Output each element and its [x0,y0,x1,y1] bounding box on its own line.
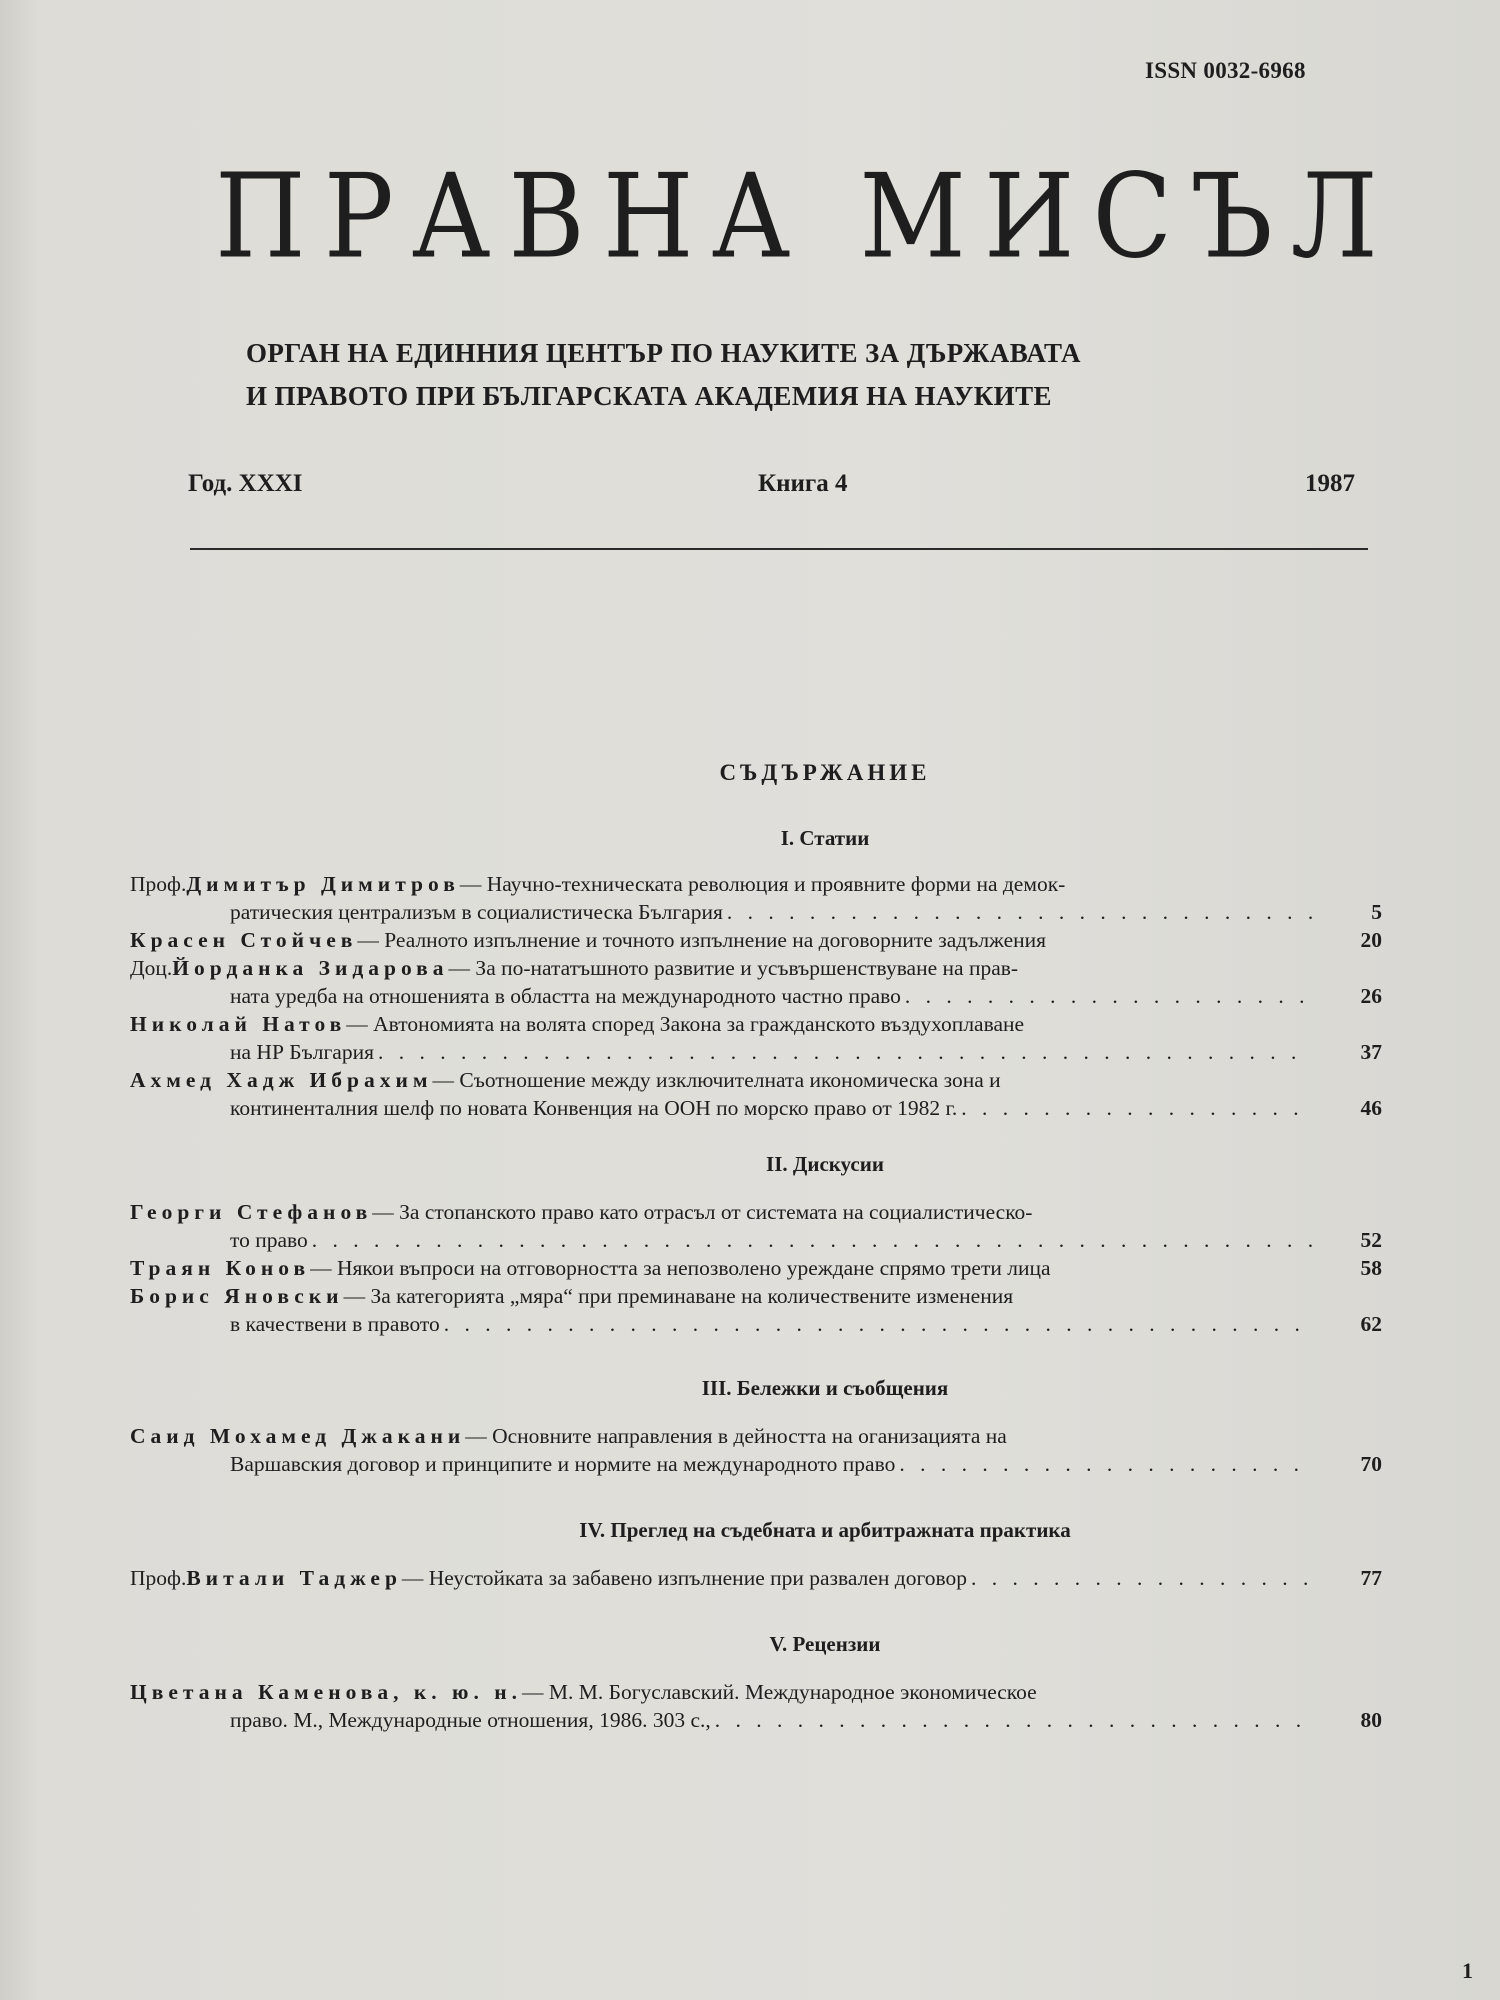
entry-author: Ахмед Хадж Ибрахим [130,1068,433,1092]
section-title: I. Статии [780,826,870,850]
volume-label: Год. XXXI [188,470,303,497]
toc-entry[interactable]: Ахмед Хадж Ибрахим — Съотношение между изключителната икономическа зона и континенталния шелф по новата Конвенция на ООН по морско право от 1982 г. . . . 46 [130,1066,1382,1122]
journal-subtitle [246,332,1081,418]
entry-page: 52 [1360,1228,1382,1252]
entry-page: 77 [1360,1566,1382,1590]
toc-entry[interactable]: Цветана Каменова, к. ю. н. — М. М. Богуславский. Международное экономическое право. М., Международные отношения, 1986. 303 с., . . . 80 [130,1678,1382,1734]
journal-title: ПРАВНА МИСЪЛ [215,148,1396,285]
entry-page: 70 [1360,1452,1382,1476]
section-title: III. Бележки и съобщения [701,1376,949,1400]
entry-author: Саид Мохамед Джакани [130,1424,466,1448]
toc-entry[interactable]: Траян Конов — Някои въпроси на отговорността за непозволено уреждане спрямо трети лица 58 [130,1256,1382,1280]
entry-author: Димитър Димитров [186,872,460,896]
entry-author: Борис Яновски [130,1284,344,1308]
entry-author: Красен Стойчев [130,928,358,952]
contents-heading: СЪДЪРЖАНИЕ [719,760,931,785]
header-divider [190,548,1368,550]
entry-page: 80 [1360,1708,1382,1732]
toc-entry[interactable]: Саид Мохамед Джакани — Основните направления в дейността на оганизацията на Варшавския договор и принципите и нормите на международното право . . . 70 [130,1422,1382,1478]
toc-entry[interactable]: Георги Стефанов — За стопанското право като отрасъл от системата на социалистическо- то право . . . 52 [130,1198,1382,1254]
entry-author: Николай Натов [130,1012,347,1036]
entry-author: Траян Конов [130,1256,311,1280]
entry-author: Витали Таджер [186,1566,402,1590]
entry-page: 58 [1360,1256,1382,1280]
issn: ISSN 0032-6968 [1145,58,1306,83]
toc-entry[interactable]: Борис Яновски — За категорията „мяра“ при преминаване на количествените изменения в качествени в правото . . . 62 [130,1282,1382,1338]
entry-page: 62 [1360,1312,1382,1336]
toc-entry[interactable]: Доц. Йорданка Зидарова — За по-нататъшното развитие и усъвършенствуване на прав- ната уредба на отношенията в областта на международното частно право . . . 26 [130,954,1382,1010]
entry-page: 46 [1360,1096,1382,1120]
book-label: Книга 4 [758,470,848,497]
section-title: II. Дискусии [766,1152,884,1176]
year-label: 1987 [1305,470,1355,497]
toc-entry[interactable]: Проф. Витали Таджер — Неустойката за забавено изпълнение при развален договор . . . 77 [130,1564,1382,1592]
entry-page: 26 [1360,984,1382,1008]
entry-author: Георги Стефанов [130,1200,373,1224]
entry-author: Йорданка Зидарова [172,956,449,980]
page-number: 1 [1462,1958,1473,1983]
entry-author: Цветана Каменова, к. ю. н. [130,1680,522,1704]
toc-entry[interactable]: Николай Натов — Автономията на волята според Закона за гражданското въздухоплаване на НР България . . . 37 [130,1010,1382,1066]
entry-page: 20 [1360,928,1382,952]
section-title: V. Рецензии [769,1632,881,1656]
subtitle-line-1: ОРГАН НА ЕДИННИЯ ЦЕНТЪР ПО НАУКИТЕ ЗА ДЪРЖАВАТА [246,338,1081,368]
toc-entry[interactable]: Проф. Димитър Димитров — Научно-техническата революция и проявните форми на демок- ратическия централизъм в социалистическа България . . . 5 [130,870,1382,926]
entry-page: 5 [1371,900,1382,924]
entry-page: 37 [1360,1040,1382,1064]
toc-entry[interactable]: Красен Стойчев — Реалното изпълнение и точното изпълнение на договорните задължения 20 [130,928,1382,952]
subtitle-line-2: И ПРАВОТО ПРИ БЪЛГАРСКАТА АКАДЕМИЯ НА НАУКИТЕ [246,381,1052,411]
section-title: IV. Преглед на съдебната и арбитражната практика [579,1518,1071,1542]
